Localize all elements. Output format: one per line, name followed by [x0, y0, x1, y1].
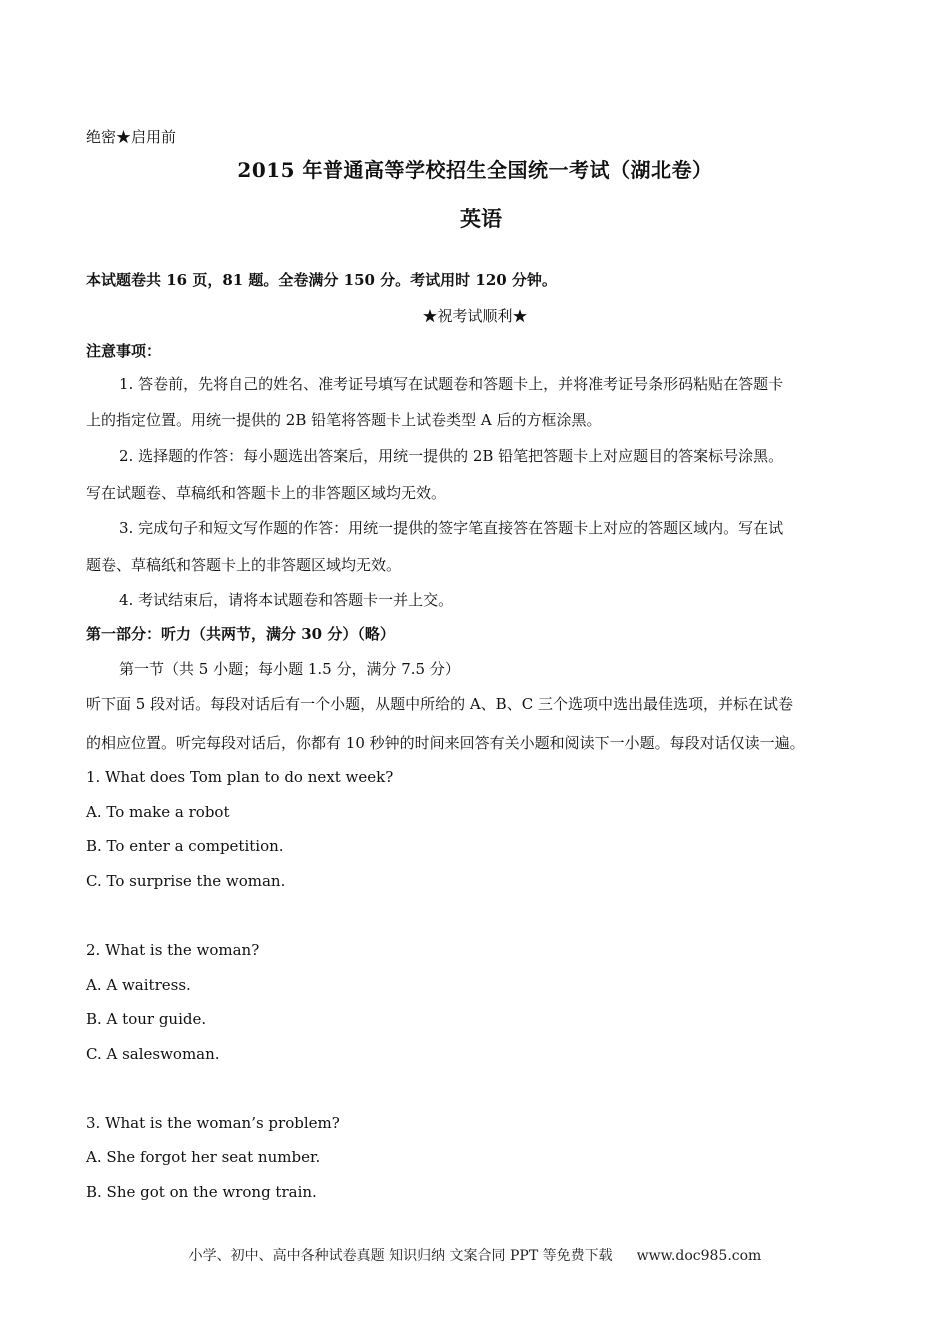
answer-option: B. She got on the wrong train. — [86, 1183, 317, 1201]
listening-instructions: 听下面 5 段对话。每段对话后有一个小题，从题中所给的 A、B、C 三个选项中选出最佳选项，并标在试卷 — [86, 695, 793, 713]
answer-option: C. To surprise the woman. — [86, 872, 286, 890]
footer-site: www.doc985.com — [636, 1248, 762, 1264]
notice-heading: 注意事项： — [86, 342, 162, 360]
secret-label: 绝密★启用前 — [86, 128, 177, 146]
part1-heading: 第一部分：听力（共两节，满分 30 分）（略） — [86, 625, 395, 643]
subject-title: 英语 — [460, 206, 502, 231]
notice-line: 1. 答卷前，先将自己的姓名、准考证号填写在试题卷和答题卡上，并将准考证号条形码粘贴在答题卡 — [119, 375, 784, 393]
answer-option: A. To make a robot — [86, 803, 230, 821]
question-stem: 3. What is the woman’s problem? — [86, 1114, 340, 1132]
exam-title: 2015 年普通高等学校招生全国统一考试（湖北卷） — [237, 158, 713, 182]
answer-option: A. She forgot her seat number. — [86, 1148, 321, 1166]
notice-line: 题卷、草稿纸和答题卡上的非答题区域均无效。 — [86, 556, 402, 574]
answer-option: A. A waitress. — [86, 976, 191, 994]
section1-heading: 第一节（共 5 小题；每小题 1.5 分，满分 7.5 分） — [119, 660, 460, 678]
question-stem: 2. What is the woman? — [86, 941, 260, 959]
answer-option: C. A saleswoman. — [86, 1045, 220, 1063]
notice-line: 写在试题卷、草稿纸和答题卡上的非答题区域均无效。 — [86, 484, 447, 502]
footer-text: 小学、初中、高中各种试卷真题 知识归纳 文案合同 PPT 等免费下载 — [188, 1248, 613, 1264]
answer-option: B. A tour guide. — [86, 1010, 207, 1028]
page-footer — [0, 1246, 950, 1266]
exam-summary: 本试题卷共 16 页，81 题。全卷满分 150 分。考试用时 120 分钟。 — [86, 271, 557, 289]
notice-line: 4. 考试结束后，请将本试题卷和答题卡一并上交。 — [119, 591, 454, 609]
notice-line: 3. 完成句子和短文写作题的作答：用统一提供的签字笔直接答在答题卡上对应的答题区域内。写在试 — [119, 519, 784, 537]
notice-line: 上的指定位置。用统一提供的 2B 铅笔将答题卡上试卷类型 A 后的方框涂黑。 — [86, 411, 602, 429]
question-stem: 1. What does Tom plan to do next week? — [86, 768, 394, 786]
notice-line: 2. 选择题的作答：每小题选出答案后，用统一提供的 2B 铅笔把答题卡上对应题目的答案标号涂黑。 — [119, 447, 784, 465]
listening-instructions: 的相应位置。听完每段对话后，你都有 10 秒钟的时间来回答有关小题和阅读下一小题。每段对话仅读一遍。 — [86, 734, 805, 752]
answer-option: B. To enter a competition. — [86, 837, 284, 855]
good-luck-wish: ★祝考试顺利★ — [422, 307, 528, 325]
